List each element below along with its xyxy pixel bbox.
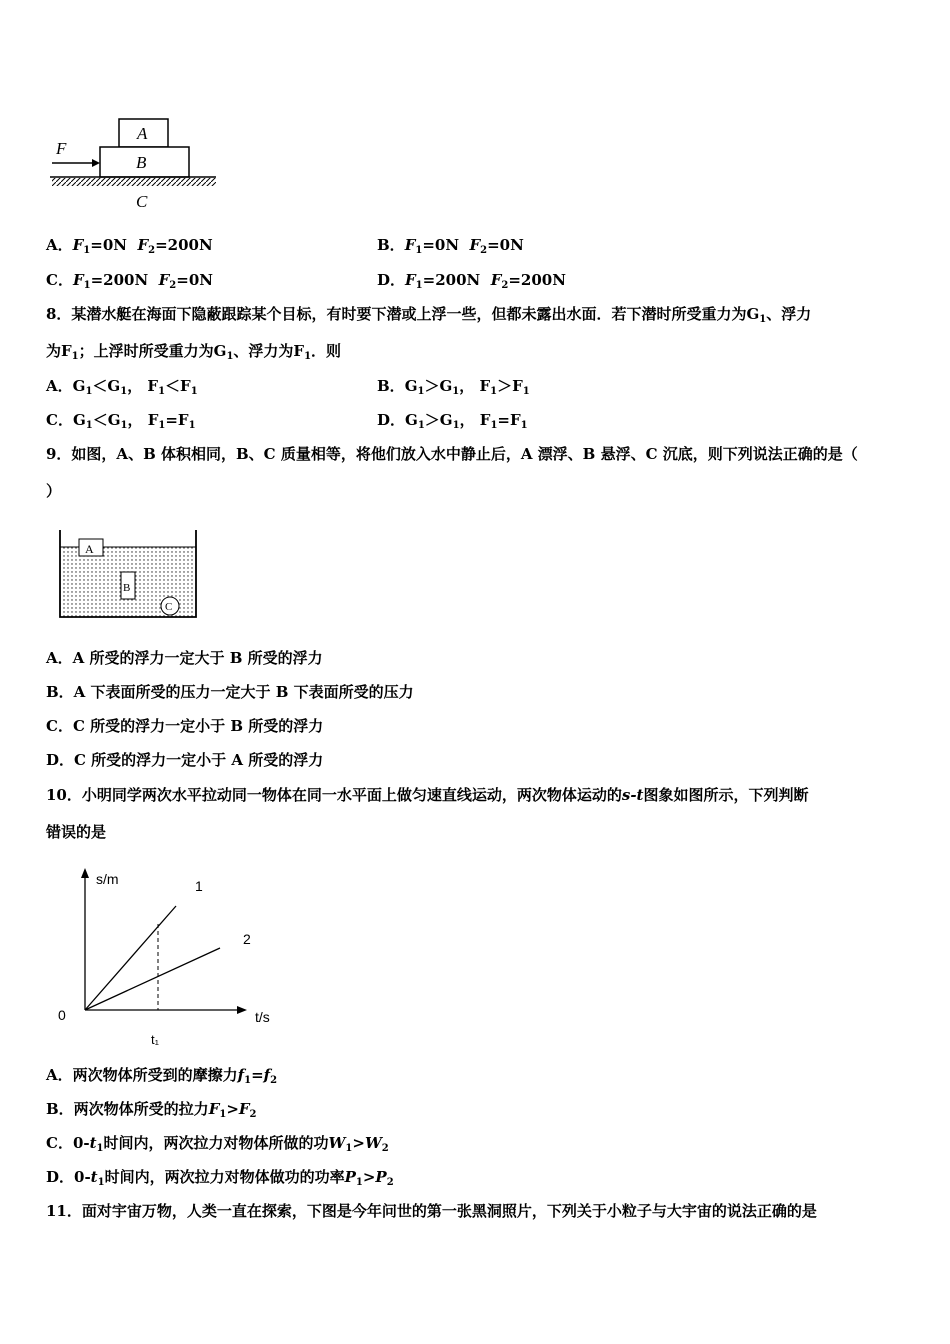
label-f: F xyxy=(56,139,67,158)
line-2-label: 2 xyxy=(243,931,251,947)
q8-option-c: C．$G_1<G_1$， $F_1=F_1$ xyxy=(46,411,196,431)
q9-figure xyxy=(55,527,205,622)
series-line-2 xyxy=(85,948,220,1010)
q10-option-c: C．$0-t_1$时间内，两次拉力对物体所做的功$W_1>W_2$ xyxy=(46,1134,389,1154)
q10-option-d: D．$0-t_1$时间内，两次拉力对物体做功的功率$P_1>P_2$ xyxy=(46,1168,394,1188)
object-a-label: A xyxy=(85,542,94,556)
q7-option-a: A．$F_1=0N$ $F_2=200N$ xyxy=(46,236,213,256)
label-b: B xyxy=(136,153,147,172)
q10-stem-line2: 错误的是 xyxy=(46,823,107,841)
t1-label: t₁ xyxy=(151,1032,159,1047)
q8-stem-line1: 8．某潜水艇在海面下隐蔽跟踪某个目标，有时要下潜或上浮一些，但都未露出水面．若下潜时所受重力为$G_1$、浮力 xyxy=(46,305,812,325)
q7-option-c: C．$F_1=200N$ $F_2=0N$ xyxy=(46,271,213,291)
q9-option-d: D．C 所受的浮力一定小于 A 所受的浮力 xyxy=(46,751,324,769)
q8-option-a: A．$G_1<G_1$， $F_1<F_1$ xyxy=(46,377,198,397)
q8-stem-line2: 为$F_1$；上浮时所受重力为$G_1$、浮力为$F_1$．则 xyxy=(46,342,342,362)
object-c-label: C xyxy=(165,601,173,613)
q8-option-b: B．$G_1>G_1$， $F_1>F_1$ xyxy=(377,377,530,397)
ground-hatch xyxy=(52,178,216,186)
line-1-label: 1 xyxy=(195,878,203,894)
q7-option-b: B．$F_1=0N$ $F_2=0N$ xyxy=(377,236,524,256)
q8-option-d: D．$G_1>G_1$， $F_1=F_1$ xyxy=(377,411,528,431)
q9-option-b: B．A 下表面所受的压力一定大于 B 下表面所受的压力 xyxy=(46,683,414,701)
q7-figure xyxy=(46,112,226,212)
origin-label: 0 xyxy=(58,1007,66,1023)
q9-option-a: A．A 所受的浮力一定大于 B 所受的浮力 xyxy=(46,649,323,667)
y-label: s/m xyxy=(96,871,119,887)
object-b-label: B xyxy=(123,582,131,594)
q7-option-d: D．$F_1=200N$ $F_2=200N$ xyxy=(377,271,566,291)
series-line-1 xyxy=(85,906,176,1010)
q9-stem-line2: ） xyxy=(46,482,62,500)
q10-option-b: B．两次物体所受的拉力$F_1>F_2$ xyxy=(46,1100,257,1120)
label-a: A xyxy=(137,124,148,143)
q10-stem-line1: 10．小明同学两次水平拉动同一物体在同一水平面上做匀速直线运动，两次物体运动的s-t图象如图所示，下列判断 xyxy=(46,786,809,804)
q10-st-graph xyxy=(50,862,290,1052)
q11-stem-line1: 11．面对宇宙万物，人类一直在探索，下图是今年问世的第一张黑洞照片，下列关于小粒子与大宇宙的说法正确的是 xyxy=(46,1202,817,1220)
label-c: C xyxy=(136,192,148,211)
x-label: t/s xyxy=(255,1009,270,1025)
q10-option-a: A．两次物体所受到的摩擦力$f_1=f_2$ xyxy=(46,1066,278,1086)
q9-option-c: C．C 所受的浮力一定小于 B 所受的浮力 xyxy=(46,717,324,735)
q9-stem-line1: 9．如图，A、B 体积相同，B、C 质量相等，将他们放入水中静止后，A 漂浮、B 悬浮、C 沉底，则下列说法正确的是（ xyxy=(46,445,858,463)
